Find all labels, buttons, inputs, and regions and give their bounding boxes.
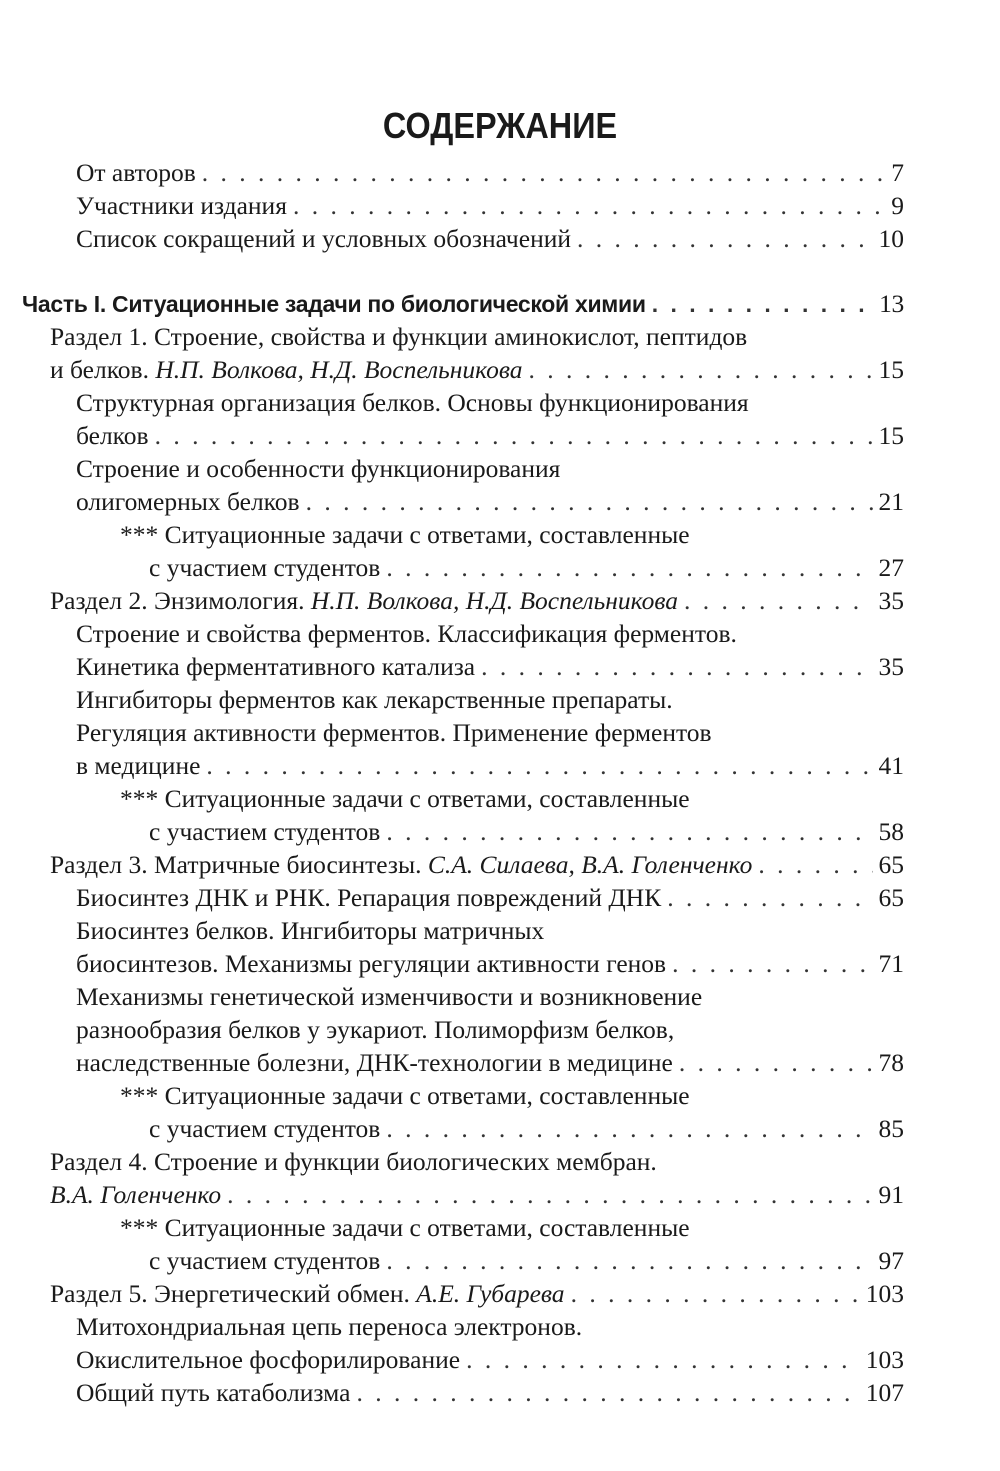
toc-page-number: 71 xyxy=(878,949,904,978)
toc-page-number: 58 xyxy=(878,817,904,846)
toc-page-number: 103 xyxy=(865,1279,904,1308)
dot-leader xyxy=(577,222,872,256)
toc-entry-label: с участием студентов xyxy=(149,817,381,846)
toc-sub-3-2[interactable] xyxy=(76,947,904,981)
toc-entry-label: биосинтезов. Механизмы регуляции активности генов xyxy=(76,949,667,978)
toc-page-number: 85 xyxy=(878,1114,904,1143)
toc-sub-3-2-line1[interactable]: Биосинтез белков. Ингибиторы матричных xyxy=(76,916,545,945)
dot-leader xyxy=(684,584,872,618)
toc-page-number: 21 xyxy=(878,487,904,516)
toc-entry-label: Список сокращений и условных обозначений xyxy=(76,224,572,253)
dot-leader xyxy=(571,1277,860,1311)
toc-page-number: 65 xyxy=(878,850,904,879)
section-authors: В.А. Голенченко xyxy=(50,1180,222,1209)
toc-page-number: 78 xyxy=(878,1048,904,1077)
toc-entry-label xyxy=(50,1277,565,1311)
toc-entry-label: с участием студентов xyxy=(149,553,381,582)
section-authors: Н.П. Волкова, Н.Д. Воспельникова xyxy=(310,586,679,615)
toc-sub-1-2[interactable] xyxy=(76,485,904,519)
toc-entry-label: наследственные болезни, ДНК-технологии в медицине xyxy=(76,1048,673,1077)
toc-entry-label: Участники издания xyxy=(76,191,287,220)
toc-page-number: 107 xyxy=(865,1378,904,1407)
toc-entry-label: От авторов xyxy=(76,158,196,187)
dot-leader xyxy=(306,485,873,519)
toc-page-number: 7 xyxy=(891,158,904,187)
toc-tasks-2[interactable] xyxy=(149,815,904,849)
toc-tasks-3[interactable] xyxy=(149,1112,904,1146)
dot-leader xyxy=(679,1046,873,1080)
toc-sub-3-3-line1[interactable]: Механизмы генетической изменчивости и возникновение xyxy=(76,982,703,1011)
toc-page-number: 9 xyxy=(891,191,904,220)
toc-entry-participants[interactable] xyxy=(76,189,904,223)
toc-sub-5-1-line1[interactable]: Митохондриальная цепь переноса электронов. xyxy=(76,1312,583,1341)
toc-entry-label: олигомерных белков xyxy=(76,487,300,516)
toc-sub-1-1[interactable] xyxy=(76,419,904,453)
toc-section-5[interactable] xyxy=(50,1277,904,1311)
toc-entry-label: с участием студентов xyxy=(149,1114,381,1143)
dot-leader xyxy=(481,650,872,684)
dot-leader xyxy=(356,1376,859,1410)
toc-part-1[interactable] xyxy=(22,287,904,321)
toc-tasks-2-line1[interactable]: *** Ситуационные задачи с ответами, составленные xyxy=(120,784,690,813)
toc-entry-label: Общий путь катаболизма xyxy=(76,1378,351,1407)
dot-leader xyxy=(652,287,873,321)
toc-page-number: 35 xyxy=(878,652,904,681)
dot-leader xyxy=(667,881,872,915)
toc-sub-3-3[interactable] xyxy=(76,1046,904,1080)
toc-sub-2-1[interactable] xyxy=(76,650,904,684)
toc-page-number: 103 xyxy=(865,1345,904,1374)
toc-page-number: 97 xyxy=(878,1246,904,1275)
toc-sub-3-3-line2[interactable]: разнообразия белков у эукариот. Полиморфизм белков, xyxy=(76,1015,675,1044)
toc-entry-label: белков xyxy=(76,421,149,450)
toc-entry-label: с участием студентов xyxy=(149,1246,381,1275)
dot-leader xyxy=(202,156,885,190)
dot-leader xyxy=(227,1178,872,1212)
toc-sub-3-1[interactable] xyxy=(76,881,904,915)
toc-tasks-1[interactable] xyxy=(149,551,904,585)
toc-section-4[interactable] xyxy=(50,1178,904,1212)
toc-sub-2-2[interactable] xyxy=(76,749,904,783)
toc-tasks-4-line1[interactable]: *** Ситуационные задачи с ответами, составленные xyxy=(120,1213,690,1242)
toc-entry-label: Биосинтез ДНК и РНК. Репарация повреждений ДНК xyxy=(76,883,662,912)
toc-entry-label: в медицине xyxy=(76,751,201,780)
toc-sub-1-1-line1[interactable]: Структурная организация белков. Основы функционирования xyxy=(76,388,749,417)
dot-leader xyxy=(293,189,885,223)
dot-leader xyxy=(758,848,872,882)
section-authors: С.А. Силаева, В.А. Голенченко xyxy=(427,850,753,879)
toc-entry-label: Окислительное фосфорилирование xyxy=(76,1345,461,1374)
toc-sub-2-2-line1[interactable]: Ингибиторы ферментов как лекарственные препараты. xyxy=(76,685,673,714)
toc-page-number: 65 xyxy=(878,883,904,912)
dot-leader xyxy=(206,749,872,783)
dot-leader xyxy=(529,353,873,387)
dot-leader xyxy=(466,1343,860,1377)
toc-page-number: 91 xyxy=(878,1180,904,1209)
section-label: Раздел 3. Матричные биосинтезы. xyxy=(50,850,428,879)
toc-tasks-4[interactable] xyxy=(149,1244,904,1278)
toc-sub-5-2[interactable] xyxy=(76,1376,904,1410)
dot-leader xyxy=(386,1112,872,1146)
toc-entry-label xyxy=(50,848,752,882)
dot-leader xyxy=(386,1244,872,1278)
page-title: СОДЕРЖАНИЕ xyxy=(382,105,618,146)
toc-section-1-line1[interactable]: Раздел 1. Строение, свойства и функции аминокислот, пептидов xyxy=(50,322,748,351)
toc-entry-label xyxy=(50,584,678,618)
section-label: и белков. xyxy=(50,355,156,384)
dot-leader xyxy=(386,815,872,849)
toc-page-number: 41 xyxy=(878,751,904,780)
dot-leader xyxy=(672,947,872,981)
section-authors: А.Е. Губарева xyxy=(416,1279,565,1308)
toc-page-number: 10 xyxy=(878,224,904,253)
toc-sub-2-1-line1[interactable]: Строение и свойства ферментов. Классификация ферментов. xyxy=(76,619,737,648)
toc-entry-label xyxy=(50,353,523,387)
toc-page-number: 15 xyxy=(878,421,904,450)
toc-section-2[interactable] xyxy=(50,584,904,618)
toc-part-label: Часть I. Ситуационные задачи по биологической химии xyxy=(22,291,646,317)
dot-leader xyxy=(386,551,872,585)
toc-tasks-1-line1[interactable]: *** Ситуационные задачи с ответами, составленные xyxy=(120,520,690,549)
toc-entry-label: Кинетика ферментативного катализа xyxy=(76,652,476,681)
toc-entry-abbreviations[interactable] xyxy=(76,222,904,256)
toc-page-number: 15 xyxy=(878,355,904,384)
toc-page-number: 35 xyxy=(878,586,904,615)
section-label: Раздел 2. Энзимология. xyxy=(50,586,311,615)
toc-sub-2-2-line2[interactable]: Регуляция активности ферментов. Применение ферментов xyxy=(76,718,712,747)
toc-entry-from-authors[interactable] xyxy=(76,156,904,190)
toc-sub-1-2-line1[interactable]: Строение и особенности функционирования xyxy=(76,454,561,483)
toc-page-number: 13 xyxy=(879,289,904,318)
section-label: Раздел 5. Энергетический обмен. xyxy=(50,1279,417,1308)
dot-leader xyxy=(155,419,873,453)
toc-section-1[interactable] xyxy=(50,353,904,387)
section-authors: Н.П. Волкова, Н.Д. Воспельникова xyxy=(155,355,523,384)
toc-tasks-3-line1[interactable]: *** Ситуационные задачи с ответами, составленные xyxy=(120,1081,690,1110)
toc-section-4-line1[interactable]: Раздел 4. Строение и функции биологических мембран. xyxy=(50,1147,657,1176)
toc-sub-5-1[interactable] xyxy=(76,1343,904,1377)
toc-section-3[interactable] xyxy=(50,848,904,882)
toc-page-number: 27 xyxy=(878,553,904,582)
